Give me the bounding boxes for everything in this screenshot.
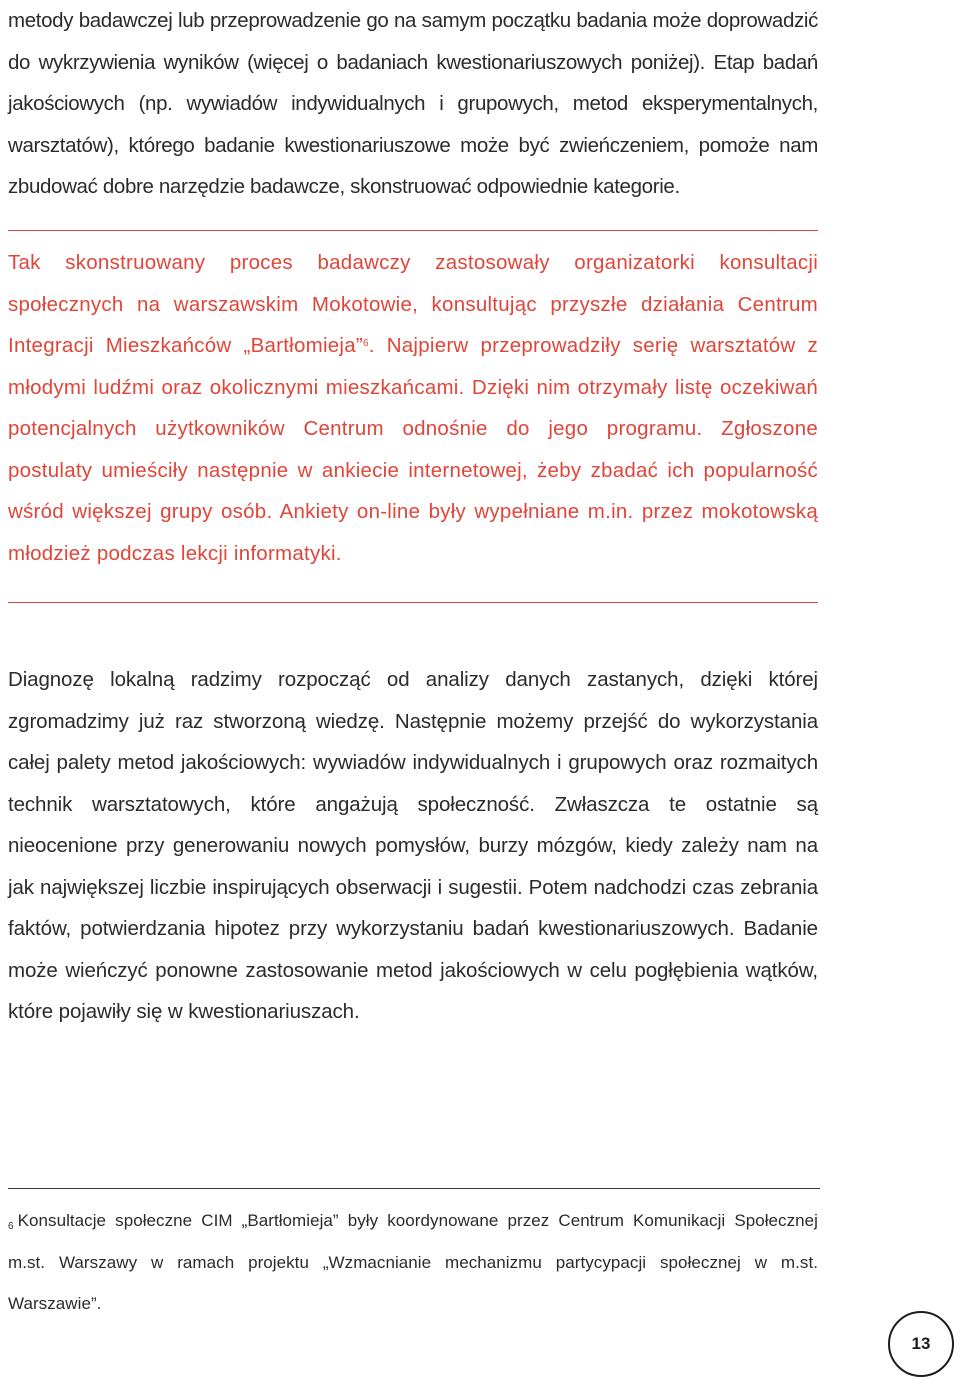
highlight-top-rule — [8, 230, 818, 231]
footnote — [8, 1200, 818, 1325]
footnote-separator — [8, 1188, 820, 1189]
page-number-badge — [888, 1311, 954, 1377]
highlight-box-text — [8, 242, 818, 574]
highlight-text-before-ref: Tak skonstruowany proces badawczy zastosowały organizatorki konsultacji społecznych na warszawskim Mokotowie, konsultując przyszłe działania Centrum Integracji Mieszkańców „Bartłomieja” — [8, 251, 818, 357]
highlight-text-after-ref: . Najpierw przeprowadziły serię warsztatów z młodymi ludźmi oraz okolicznymi mieszkańcami. Dzięki nim otrzymały listę oczekiwań potencjalnych użytkowników Centrum odnośnie do jego programu. Zgłoszone postulaty umieściły następnie w ankiecie internetowej, żeby zbadać ich popularność wśród większej grupy osób. Ankiety on-line były wypełniane m.in. przez mokotowską młodzież podczas lekcji informatyki. — [8, 334, 818, 565]
main-paragraph: Diagnozę lokalną radzimy rozpocząć od analizy danych zastanych, dzięki której zgromadzimy już raz stworzoną wiedzę. Następnie możemy przejść do wykorzystania całej palety metod jakościowych: wywiadów indywidualnych i grupowych oraz rozmaitych technik warsztatowych, które angażują społeczność. Zwłaszcza te ostatnie są nieocenione przy generowaniu nowych pomysłów, burzy mózgów, kiedy zależy nam na jak największej liczbie inspirujących obserwacji i sugestii. Potem nadchodzi czas zebrania faktów, potwierdzania hipotez przy wykorzystaniu badań kwestionariuszowych. Badanie może wieńczyć ponowne zastosowanie metod jakościowych w celu pogłębienia wątków, które pojawiły się w kwestionariuszach. — [8, 668, 818, 1023]
intro-paragraph: metody badawczej lub przeprowadzenie go na samym początku badania może doprowadzić do wykrzywienia wyników (więcej o badaniach kwestionariuszowych poniżej). Etap badań jakościowych (np. wywiadów indywidualnych i grupowych, metod eksperymentalnych, warsztatów), którego badanie kwestionariuszowe może być zwieńczeniem, pomoże nam zbudować dobre narzędzie badawcze, skonstruować odpowiednie kategorie. — [8, 9, 818, 198]
footnote-number: 6 — [8, 1221, 14, 1232]
footnote-text: Konsultacje społeczne CIM „Bartłomieja” były koordynowane przez Centrum Komunikacji Społecznej m.st. Warszawy w ramach projektu „Wzmacnianie mechanizmu partycypacji społecznej w m.st. Warszawie”. — [8, 1211, 818, 1313]
footnote-ref-mark[interactable]: 6 — [362, 338, 369, 349]
page-number: 13 — [911, 1334, 931, 1353]
highlight-bottom-rule — [8, 602, 818, 603]
